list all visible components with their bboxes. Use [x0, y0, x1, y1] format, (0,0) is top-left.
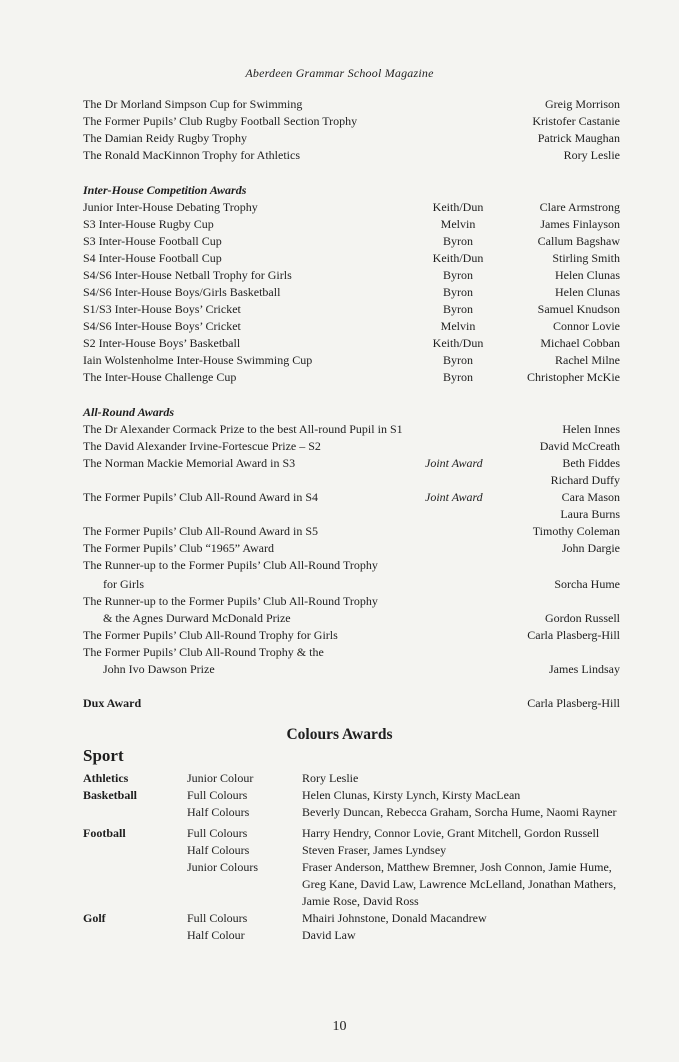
award-winner: Samuel Knudson	[537, 302, 620, 316]
award-name: The Runner-up to the Former Pupils’ Club All-Round Trophy	[83, 594, 378, 608]
award-winner: Gordon Russell	[545, 611, 620, 625]
colour-level: Full Colours	[187, 911, 248, 925]
inter-house-section	[83, 182, 620, 386]
award-winner: James Finlayson	[540, 217, 620, 231]
colours-row	[83, 804, 623, 821]
award-name: John Ivo Dawson Prize	[103, 662, 215, 676]
award-name: The Inter-House Challenge Cup	[83, 370, 237, 384]
award-name: The Norman Mackie Memorial Award in S3	[83, 456, 296, 470]
award-winner: Clare Armstrong	[539, 200, 620, 214]
award-winner: Stirling Smith	[552, 251, 620, 265]
page-number: 10	[332, 1019, 347, 1034]
colours-row	[83, 859, 623, 910]
running-title: Aberdeen Grammar School Magazine	[245, 66, 434, 80]
all-round-row	[83, 523, 620, 540]
award-winner: John Dargie	[561, 541, 620, 555]
award-winner: Rachel Milne	[555, 353, 620, 367]
award-name: The Dr Alexander Cormack Prize to the best All-round Pupil in S1	[83, 422, 403, 436]
inter-house-row	[83, 284, 620, 301]
recipient-names: Helen Clunas, Kirsty Lynch, Kirsty MacLean	[302, 788, 521, 802]
recipient-names: Fraser Anderson, Matthew Bremner, Josh Connon, Jamie Hume, Greg Kane, David Law, Lawrence McLelland, Jonathan Mathers, Jamie Rose, David Ross	[302, 860, 617, 908]
house-name: Byron	[443, 302, 473, 316]
award-name: Iain Wolstenholme Inter-House Swimming Cup	[83, 353, 313, 367]
award-name: The Ronald MacKinnon Trophy for Athletics	[83, 148, 300, 162]
colour-level: Full Colours	[187, 788, 248, 802]
award-row	[83, 130, 620, 147]
all-round-row	[83, 557, 620, 574]
colour-level: Full Colours	[187, 826, 248, 840]
all-round-row	[83, 593, 620, 610]
all-round-row	[83, 472, 620, 489]
inter-house-row	[83, 335, 620, 352]
award-name: S1/S3 Inter-House Boys’ Cricket	[83, 302, 241, 316]
award-name: Junior Inter-House Debating Trophy	[83, 200, 258, 214]
all-round-section	[83, 404, 620, 678]
award-winner: Richard Duffy	[550, 473, 620, 487]
inter-house-row	[83, 216, 620, 233]
colour-level: Half Colours	[187, 843, 250, 857]
award-name: The Former Pupils’ Club All-Round Trophy for Girls	[83, 628, 338, 642]
award-name: The Former Pupils’ Club All-Round Award in S5	[83, 524, 319, 538]
colour-level: Half Colours	[187, 805, 250, 819]
all-round-row	[83, 610, 620, 627]
award-winner: Sorcha Hume	[554, 577, 620, 591]
all-round-heading: All-Round Awards	[83, 405, 175, 419]
award-name: S4/S6 Inter-House Boys/Girls Basketball	[83, 285, 281, 299]
all-round-row	[83, 421, 620, 438]
award-winner: Kristofer Castanie	[532, 114, 620, 128]
award-winner: Timothy Coleman	[532, 524, 620, 538]
award-winner: Cara Mason	[561, 490, 620, 504]
award-winner: Michael Cobban	[540, 336, 620, 350]
award-winner: Christopher McKie	[527, 370, 620, 384]
all-round-row	[83, 489, 620, 506]
inter-house-row	[83, 318, 620, 335]
house-name: Byron	[443, 370, 473, 384]
all-round-row	[83, 455, 620, 472]
award-winner: Greig Morrison	[545, 97, 620, 111]
colour-level: Half Colour	[187, 928, 245, 942]
award-name: The Former Pupils’ Club All-Round Award in S4	[83, 490, 319, 504]
recipient-names: David Law	[302, 928, 356, 942]
sport-section-title: Sport	[83, 746, 124, 765]
dux-award-row	[83, 695, 620, 712]
house-name: Melvin	[440, 319, 476, 333]
sport-category: Golf	[83, 911, 106, 925]
house-name: Keith/Dun	[432, 336, 484, 350]
house-name: Keith/Dun	[432, 200, 484, 214]
recipient-names: Rory Leslie	[302, 771, 359, 785]
award-name: S4/S6 Inter-House Netball Trophy for Girls	[83, 268, 292, 282]
colour-level: Junior Colours	[187, 860, 259, 874]
award-name: S4/S6 Inter-House Boys’ Cricket	[83, 319, 241, 333]
award-name: S4 Inter-House Football Cup	[83, 251, 222, 265]
recipient-names: Steven Fraser, James Lyndsey	[302, 843, 447, 857]
inter-house-row	[83, 233, 620, 250]
colours-row	[83, 910, 623, 927]
colours-row	[83, 787, 623, 804]
all-round-row	[83, 661, 620, 678]
dux-award-label: Dux Award	[83, 696, 142, 710]
award-winner: Carla Plasberg-Hill	[527, 628, 620, 642]
all-round-row	[83, 506, 620, 523]
award-winner: Helen Clunas	[555, 268, 620, 282]
colours-row	[83, 770, 623, 787]
inter-house-row	[83, 301, 620, 318]
inter-house-row	[83, 267, 620, 284]
sport-category: Athletics	[83, 771, 129, 785]
award-name: S3 Inter-House Football Cup	[83, 234, 222, 248]
house-name: Keith/Dun	[432, 251, 484, 265]
award-name: The Runner-up to the Former Pupils’ Club All-Round Trophy	[83, 558, 378, 572]
colours-row	[83, 842, 623, 859]
inter-house-row	[83, 199, 620, 216]
award-winner: Callum Bagshaw	[537, 234, 620, 248]
award-winner: Helen Innes	[562, 422, 620, 436]
all-round-row	[83, 574, 620, 593]
house-name: Byron	[443, 268, 473, 282]
award-name: S3 Inter-House Rugby Cup	[83, 217, 214, 231]
house-name: Byron	[443, 353, 473, 367]
colours-awards-title: Colours Awards	[286, 726, 393, 743]
award-name: The Former Pupils’ Club All-Round Trophy & the	[83, 645, 324, 659]
award-name: The Dr Morland Simpson Cup for Swimming	[83, 97, 303, 111]
award-winner: James Lindsay	[549, 662, 620, 676]
house-name: Byron	[443, 285, 473, 299]
recipient-names: Beverly Duncan, Rebecca Graham, Sorcha Hume, Naomi Rayner	[302, 805, 617, 819]
award-winner: Patrick Maughan	[537, 131, 620, 145]
award-winner: Connor Lovie	[553, 319, 620, 333]
award-winner: Laura Burns	[560, 507, 620, 521]
award-name: for Girls	[103, 577, 144, 591]
all-round-row	[83, 627, 620, 644]
sport-category: Basketball	[83, 788, 138, 802]
joint-award-note: Joint Award	[425, 456, 483, 470]
award-name: S2 Inter-House Boys’ Basketball	[83, 336, 241, 350]
dux-award-section	[83, 695, 620, 712]
all-round-row	[83, 644, 620, 661]
award-name: The David Alexander Irvine-Fortescue Prize – S2	[83, 439, 321, 453]
colours-row	[83, 825, 623, 842]
award-name: & the Agnes Durward McDonald Prize	[103, 611, 291, 625]
award-winner: Carla Plasberg-Hill	[527, 696, 620, 710]
joint-award-note: Joint Award	[425, 490, 483, 504]
sport-category: Football	[83, 826, 126, 840]
inter-house-row	[83, 352, 620, 369]
award-row	[83, 96, 620, 113]
recipient-names: Mhairi Johnstone, Donald Macandrew	[302, 911, 487, 925]
colours-row	[83, 927, 623, 944]
top-awards-list	[83, 96, 620, 164]
award-winner: David McCreath	[539, 439, 620, 453]
award-winner: Rory Leslie	[563, 148, 620, 162]
colours-table	[83, 770, 623, 944]
recipient-names: Harry Hendry, Connor Lovie, Grant Mitchell, Gordon Russell	[302, 826, 600, 840]
award-name: The Former Pupils’ Club Rugby Football Section Trophy	[83, 114, 358, 128]
award-name: The Damian Reidy Rugby Trophy	[83, 131, 247, 145]
award-winner: Helen Clunas	[555, 285, 620, 299]
house-name: Byron	[443, 234, 473, 248]
award-winner: Beth Fiddes	[562, 456, 620, 470]
award-row	[83, 147, 620, 164]
colour-level: Junior Colour	[187, 771, 254, 785]
inter-house-row	[83, 369, 620, 386]
inter-house-heading: Inter-House Competition Awards	[83, 183, 247, 197]
award-row	[83, 113, 620, 130]
award-name: The Former Pupils’ Club “1965” Award	[83, 541, 274, 555]
all-round-row	[83, 540, 620, 557]
house-name: Melvin	[440, 217, 476, 231]
inter-house-row	[83, 250, 620, 267]
all-round-row	[83, 438, 620, 455]
